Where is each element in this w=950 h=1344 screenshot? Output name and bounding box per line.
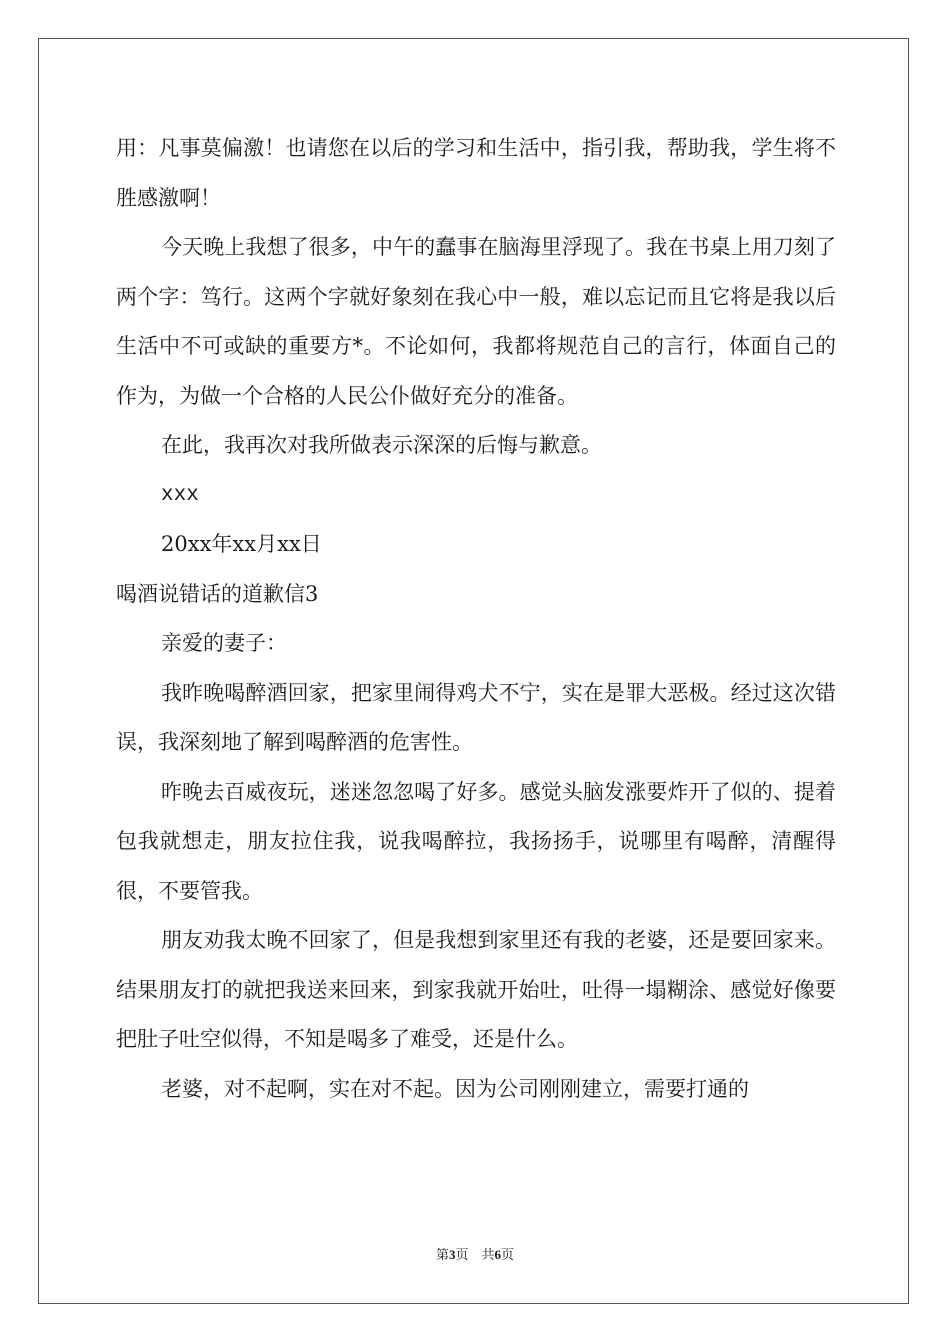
paragraph: 我昨晚喝醉酒回家，把家里闹得鸡犬不宁，实在是罪大恶极。经过这次错误，我深刻地了解到喝醉酒的危害性。 [116, 680, 836, 754]
page-footer [0, 1244, 950, 1263]
paragraph: 昨晚去百威夜玩，迷迷忽忽喝了好多。感觉头脑发涨要炸开了似的、提着包我就想走，朋友拉住我，说我喝醉拉，我扬扬手，说哪里有喝醉，清醒得很，不要管我。 [116, 779, 836, 903]
paragraph: 在此，我再次对我所做表示深深的后悔与歉意。 [161, 433, 602, 457]
footer-mid: 页 共 [455, 1248, 495, 1263]
footer-prefix: 第 [435, 1248, 449, 1263]
signature-date: 20xx年xx月xx日 [161, 532, 322, 556]
section-title: 喝酒说错话的道歉信3 [116, 581, 319, 606]
footer-suffix: 页 [501, 1248, 515, 1263]
paragraph: 朋友劝我太晚不回家了，但是我想到家里还有我的老婆，还是要回家来。结果朋友打的就把我送来回来，到家我就开始吐，吐得一塌糊涂、感觉好像要把肚子吐空似得，不知是喝多了难受，还是什么。 [116, 928, 836, 1051]
paragraph: 用：凡事莫偏激！也请您在以后的学习和生活中，指引我，帮助我，学生将不胜感激啊！ [116, 136, 836, 210]
document-body [116, 124, 836, 1114]
paragraph: 今天晚上我想了很多，中午的蠢事在脑海里浮现了。我在书桌上用刀刻了两个字：笃行。这两个字就好象刻在我心中一般，难以忘记而且它将是我以后生活中不可或缺的重要方*。不论如何，我都将规范自己的言行，体面自己的作为，为做一个合格的人民公仆做好充分的准备。 [116, 235, 836, 408]
paragraph: 老婆，对不起啊，实在对不起。因为公司刚刚建立，需要打通的 [161, 1076, 749, 1101]
total-pages-number: 6 [494, 1247, 501, 1262]
current-page-number: 3 [448, 1247, 456, 1262]
signature-name: xxx [161, 483, 199, 507]
salutation: 亲爱的妻子： [161, 631, 287, 655]
